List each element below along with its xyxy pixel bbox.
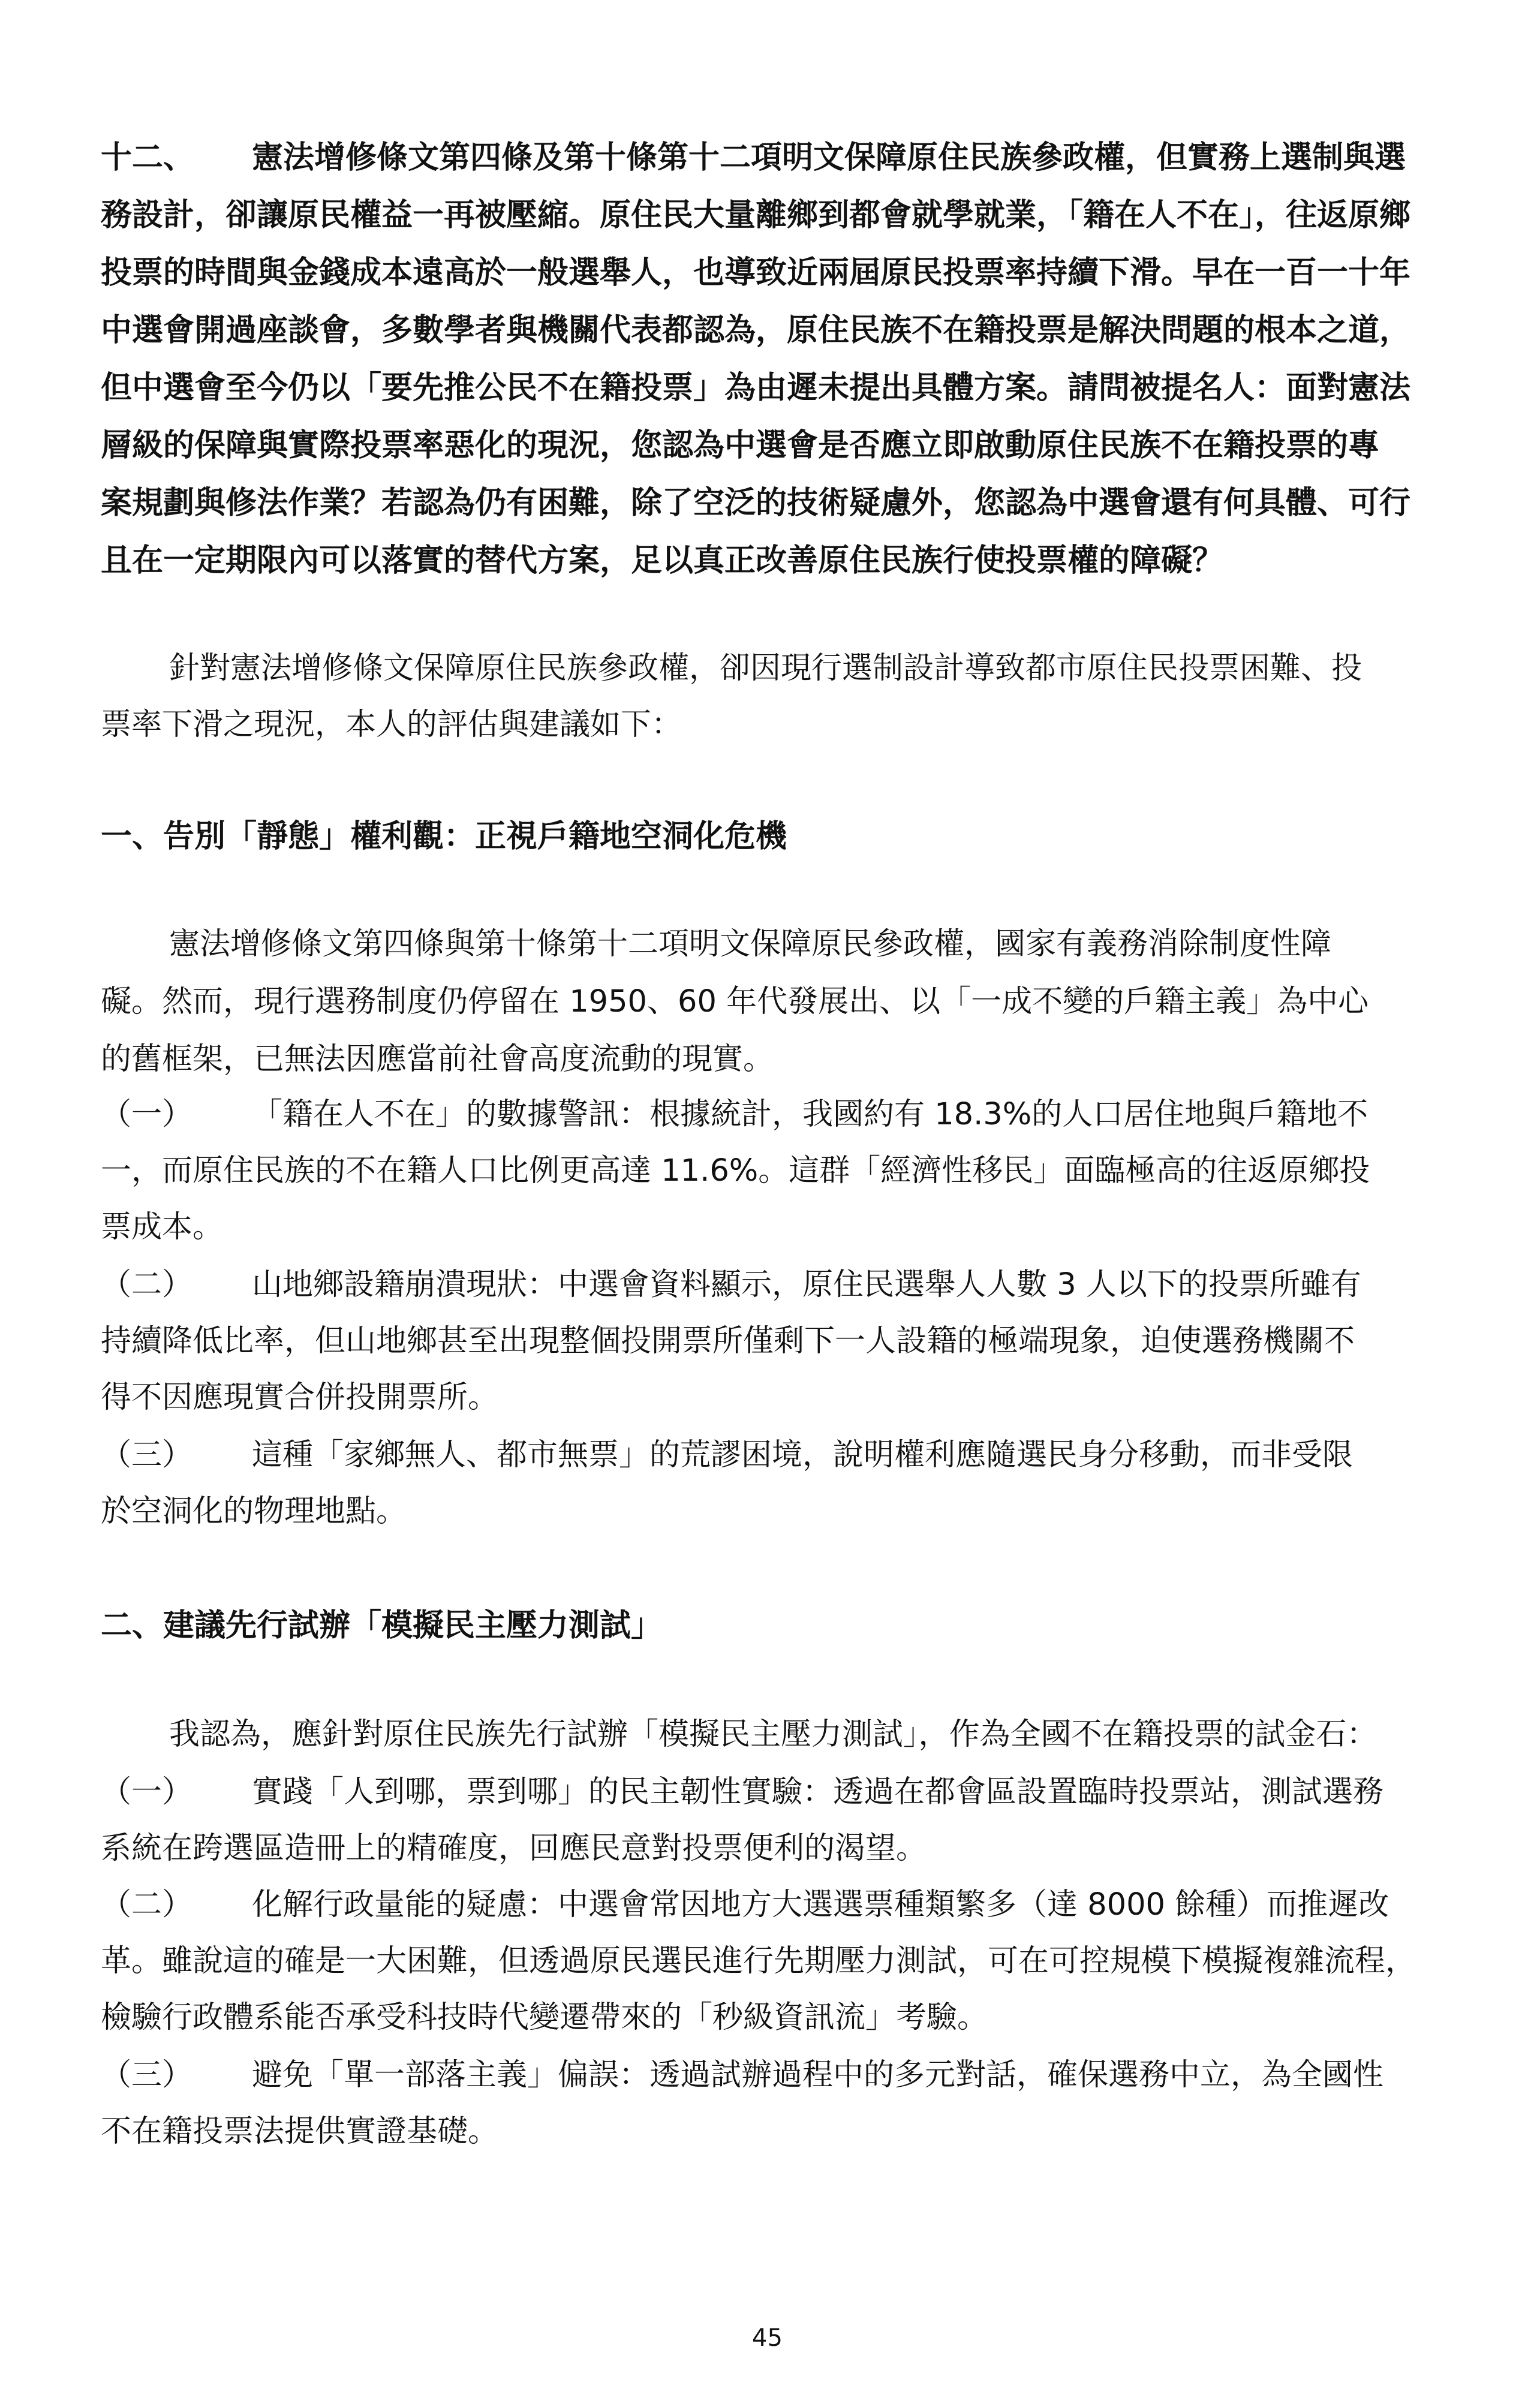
list-item-line: 系統在跨選區造冊上的精確度，回應民意對投票便利的渴望。 [101, 1831, 927, 1866]
list-item-line: 革。雖說這的確是一大困難，但透過原民選民進行先期壓力測試，可在可控規模下模擬複雜流程， [101, 1943, 1416, 1979]
list-label: （二） [101, 1887, 193, 1922]
list-item-line: 不在籍投票法提供實證基礎。 [101, 2114, 499, 2149]
question-line: 中選會開過座談會，多數學者與機關代表都認為，原住民族不在籍投票是解決問題的根本之道， [101, 312, 1411, 348]
question-line: 憲法增修條文第四條及第十條第十二項明文保障原住民族參政權，但實務上選制與選 [252, 140, 1406, 176]
list-label: （三） [101, 2057, 193, 2093]
list-item-line: 實踐「人到哪，票到哪」的民主韌性實驗：透過在都會區設置臨時投票站，測試選務 [252, 1774, 1384, 1810]
question-line: 層級的保障與實際投票率惡化的現況，您認為中選會是否應立即啟動原住民族不在籍投票的專 [101, 428, 1380, 464]
question-line: 但中選會至今仍以「要先推公民不在籍投票」為由遲未提出具體方案。請問被提名人：面對憲法 [101, 370, 1411, 406]
question-line: 務設計，卻讓原民權益一再被壓縮。原住民大量離鄉到都會就學就業，「籍在人不在」，往返原鄉 [101, 197, 1411, 233]
section-heading: 二、建議先行試辦「模擬民主壓力測試」 [101, 1608, 663, 1644]
list-item-line: 山地鄉設籍崩潰現狀：中選會資料顯示，原住民選舉人人數 3 人以下的投票所雖有 [252, 1267, 1361, 1302]
question-line: 且在一定期限內可以落實的替代方案，足以真正改善原住民族行使投票權的障礙？ [101, 543, 1224, 579]
list-label: （一） [101, 1097, 193, 1132]
intro-line: 票率下滑之現況，本人的評估與建議如下： [101, 707, 682, 742]
paragraph-line: 的舊框架，已無法因應當前社會高度流動的現實。 [101, 1042, 774, 1077]
list-item-line: 「籍在人不在」的數據警訊：根據統計，我國約有 18.3%的人口居住地與戶籍地不 [252, 1097, 1368, 1132]
list-item-line: 票成本。 [101, 1209, 224, 1245]
list-label: （一） [101, 1774, 193, 1810]
list-item-line: 檢驗行政體系能否承受科技時代變遷帶來的「秒級資訊流」考驗。 [101, 2000, 988, 2035]
intro-line: 針對憲法增修條文保障原住民族參政權，卻因現行選制設計導致都市原住民投票困難、投 [169, 651, 1362, 686]
list-item-line: 一，而原住民族的不在籍人口比例更高達 11.6%。這群「經濟性移民」面臨極高的往返原鄉投 [101, 1153, 1370, 1189]
list-item-line: 持續降低比率，但山地鄉甚至出現整個投開票所僅剩下一人設籍的極端現象，迫使選務機關不 [101, 1323, 1355, 1359]
list-item-line: 這種「家鄉無人、都市無票」的荒謬困境，說明權利應隨選民身分移動，而非受限 [252, 1437, 1353, 1473]
question-line: 案規劃與修法作業？若認為仍有困難，除了空泛的技術疑慮外，您認為中選會還有何具體、可行 [101, 485, 1411, 521]
list-item-line: 避免「單一部落主義」偏誤：透過試辦過程中的多元對話，確保選務中立，為全國性 [252, 2057, 1384, 2093]
list-label: （三） [101, 1437, 193, 1473]
question-line: 投票的時間與金錢成本遠高於一般選舉人，也導致近兩屆原民投票率持續下滑。早在一百一十年 [101, 255, 1411, 291]
list-item-line: 得不因應現實合併投開票所。 [101, 1380, 499, 1415]
page-number: 45 [752, 2324, 783, 2352]
paragraph-line: 礙。然而，現行選務制度仍停留在 1950、60 年代發展出、以「一成不變的戶籍主義」為中心 [101, 984, 1369, 1019]
list-item-line: 於空洞化的物理地點。 [101, 1494, 407, 1529]
section-heading: 一、告別「靜態」權利觀：正視戶籍地空洞化危機 [101, 819, 787, 854]
list-label: （二） [101, 1267, 193, 1302]
paragraph-line: 我認為，應針對原住民族先行試辦「模擬民主壓力測試」，作為全國不在籍投票的試金石： [169, 1717, 1377, 1752]
list-item-line: 化解行政量能的疑慮：中選會常因地方大選選票種類繁多（達 8000 餘種）而推遲改 [252, 1887, 1389, 1922]
paragraph-line: 憲法增修條文第四條與第十條第十二項明文保障原民參政權，國家有義務消除制度性障 [169, 926, 1332, 962]
question-number: 十二、 [101, 140, 195, 176]
